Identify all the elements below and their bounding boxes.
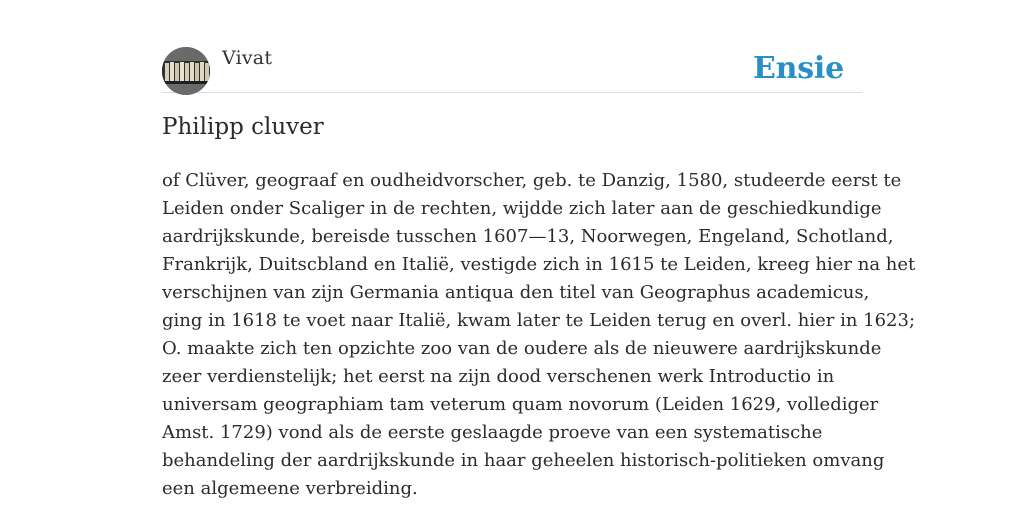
entry-body-line: universam geographiam tam veterum quam novorum (Leiden 1629, vollediger (162, 394, 879, 415)
entry-body-line: Amst. 1729) vond als de eerste geslaagde proeve van een systematische (162, 422, 823, 443)
entry-body (162, 167, 916, 503)
books-image-icon (162, 47, 210, 95)
entry-body-line: verschijnen van zijn Germania antiqua den titel van Geographus academicus, (162, 282, 870, 303)
page-header (162, 46, 862, 93)
entry-body-line: O. maakte zich ten opzichte zoo van de oudere als de nieuwere aardrijkskunde (162, 338, 882, 359)
site-logo[interactable]: Ensie (752, 51, 844, 86)
entry-body-line: Leiden onder Scaliger in de rechten, wijdde zich later aan de geschiedkundige (162, 198, 882, 219)
entry-title: Philipp cluver (162, 114, 324, 140)
entry-body-line: een algemeene verbreiding. (162, 478, 418, 499)
entry-body-line: of Clüver, geograaf en oudheidvorscher, geb. te Danzig, 1580, studeerde eerst te (162, 170, 902, 191)
author-name[interactable]: Vivat (222, 47, 273, 69)
entry-body-line: ging in 1618 te voet naar Italië, kwam later te Leiden terug en overl. hier in 1623; (162, 310, 916, 331)
entry-body-line: behandeling der aardrijkskunde in haar geheelen historisch-politieken omvang (162, 450, 885, 471)
entry-body-line: Frankrijk, Duitscbland en Italië, vestigde zich in 1615 te Leiden, kreeg hier na het (162, 254, 916, 275)
entry-body-line: zeer verdienstelijk; het eerst na zijn dood verschenen werk Introductio in (162, 366, 835, 387)
entry-body-line: aardrijkskunde, bereisde tusschen 1607—13, Noorwegen, Engeland, Schotland, (162, 226, 894, 247)
author-avatar[interactable] (162, 47, 210, 95)
